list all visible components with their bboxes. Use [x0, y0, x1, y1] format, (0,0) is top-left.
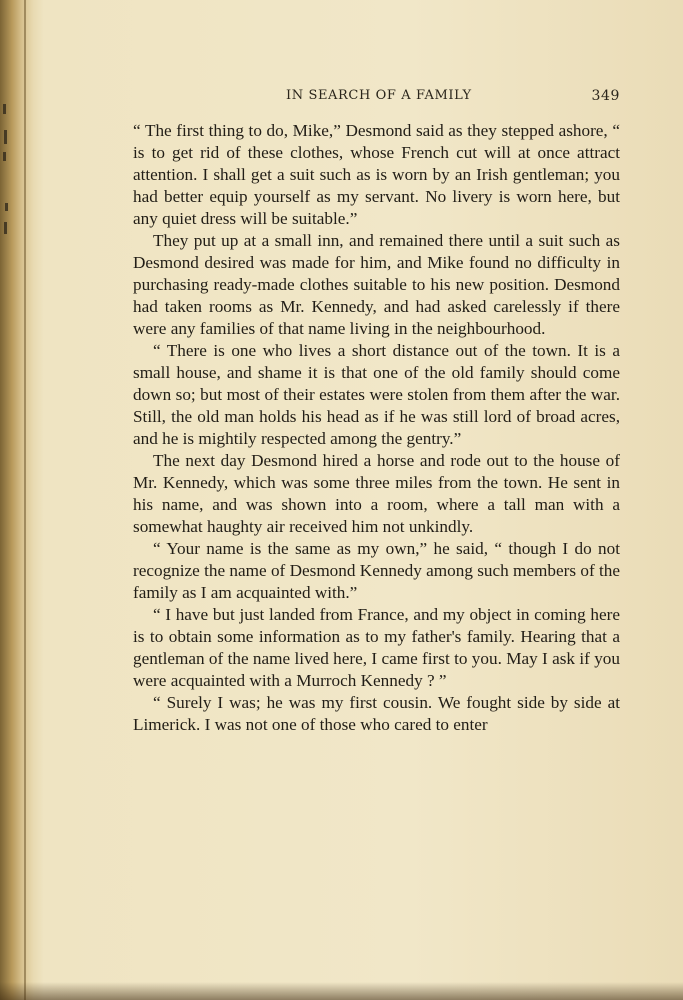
edge-mark — [3, 152, 6, 161]
edge-mark — [4, 222, 7, 234]
book-page — [133, 84, 620, 736]
edge-mark — [4, 130, 7, 144]
paragraph: They put up at a small inn, and remained there until a suit such as Desmond desired was made for him, and Mike found no difficulty in purchasing ready-made clothes suitable to his new position. Desmond had taken rooms as Mr. Kennedy, and had asked carelessly if there were any families of that name living in the neighbourhood. — [133, 231, 620, 338]
paragraph: The next day Desmond hired a horse and rode out to the house of Mr. Kennedy, which was some three miles from the town. He sent in his name, and was shown into a room, where a tall man with a somewhat haughty air received him not unkindly. — [133, 451, 620, 536]
running-head — [133, 84, 620, 106]
edge-mark — [3, 104, 6, 114]
paragraph: “ There is one who lives a short distance out of the town. It is a small house, and shame it is that one of the old family should come down so; but most of their estates were stolen from them after the war. Still, the old man holds his head as if he was still lord of broad acres, and he is mightily respected among the gentry.” — [133, 341, 620, 448]
running-title: IN SEARCH OF A FAMILY — [286, 88, 472, 103]
edge-mark — [5, 203, 8, 211]
page-number: 349 — [591, 88, 620, 104]
paragraph: “ The first thing to do, Mike,” Desmond said as they stepped ashore, “ is to get rid of these clothes, whose French cut will at once attract attention. I shall get a suit such as is worn by an Irish gentleman; you had better equip yourself as my servant. No livery is worn here, but any quiet dress will be suitable.” — [133, 121, 620, 228]
gutter-fold-line — [24, 0, 26, 1000]
bottom-edge-shadow — [0, 982, 683, 1000]
paragraph: “ Surely I was; he was my first cousin. We fought side by side at Limerick. I was not one of those who cared to enter — [133, 693, 620, 734]
paragraph: “ Your name is the same as my own,” he said, “ though I do not recognize the name of Desmond Kennedy among such members of the family as I am acquainted with.” — [133, 539, 620, 602]
body-text — [133, 120, 620, 736]
paragraph: “ I have but just landed from France, and my object in coming here is to obtain some information as to my father's family. Hearing that a gentleman of the name lived here, I came first to you. May I ask if you were acquainted with a Murroch Kennedy ? ” — [133, 605, 620, 690]
facing-page-edge-marks — [0, 100, 14, 250]
